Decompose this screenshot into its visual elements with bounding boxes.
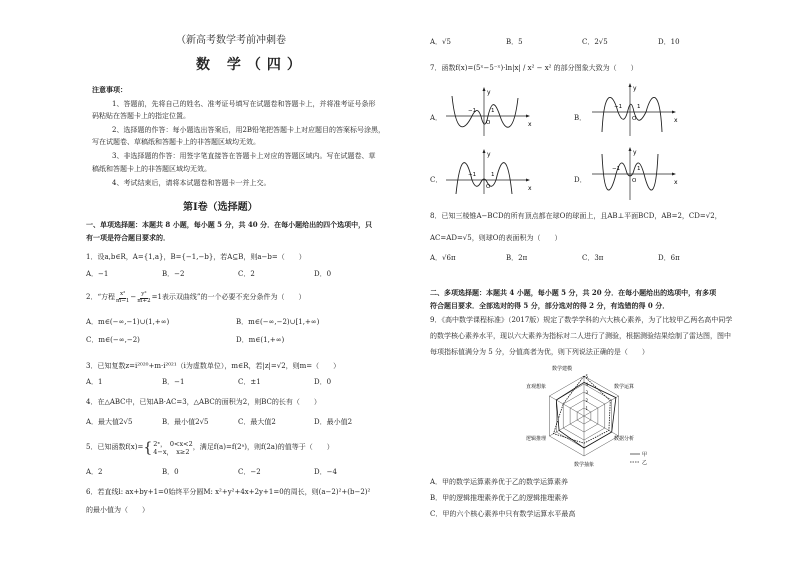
q7d-x-label: x [674,179,678,186]
q7d-origin: O [632,178,637,184]
notice-line-6: 稿纸和答题卡上的非答题区域均无效。 [92,165,211,173]
q7c-one: 1 [491,172,495,178]
q7b-origin: O [632,116,637,122]
q7-graph-a[interactable] [444,86,530,138]
notice-line-1: 1、答题前，先将自己的姓名、准考证号填写在试题卷和答题卡上，并将准考证号条形 [112,100,376,108]
q9-option-c[interactable]: C．甲的六个核心素养中只有数学运算水平最高 [430,510,576,518]
q9-stem-line-3: 每项指标值满分为 5 分，分值高者为优，则下列说法正确的是（ ） [430,348,649,356]
q7a-x-label: x [528,121,532,128]
notice-line-7: 4、考试结束后，请将本试题卷和答题卡一并上交。 [112,179,271,187]
q8-stem-line-2: AC=AD=√5，则球O的表面积为（ ） [430,234,562,242]
notice-line-3: 2、选择题的作答：每小题选出答案后，用2B铅笔把答题卡上对应题目的答案标号涂黑， [112,126,386,134]
q7b-y-label: y [633,85,637,92]
q9-option-a[interactable]: A．甲的数学运算素养优于乙的数学运算素养 [430,478,569,486]
q1-options [86,270,386,279]
q2-frac2-den: m+2 [137,297,151,304]
q3-stem: 3．已知复数z=i²⁰²⁰+m·i²⁰²¹（i为虚数单位），m∈R，若|z|=√2，则m=（ ） [86,362,341,370]
q7d-one: 1 [637,166,641,172]
radar-tick-label: 4 [585,382,589,387]
q7d-y-label: y [633,149,637,156]
q2-option-a[interactable]: A．m∈(−∞,−1)∪(1,+∞) [86,318,170,326]
radar-tick-label: 1 [585,406,589,411]
q9-stem-line-2: 的数学核心素养水平，现以六大素养为指标对二人进行了测验，根据测验结果绘制了雷达图，图中 [430,332,731,340]
radar-spoke [549,416,584,436]
q6-options [430,38,730,47]
q1-option-b[interactable]: B．−2 [162,270,185,278]
q5-option-c[interactable]: C．−2 [238,468,261,476]
q6-option-b[interactable]: B．5 [506,38,523,46]
q7c-y-label: y [487,151,491,158]
notices-heading: 注意事项： [92,85,127,94]
q4-option-b[interactable]: B．最小值2√5 [162,418,209,426]
q6-stem-line-1: 6．若直线l: ax+by+1=0始终平分圆M: x²+y²+4x+2y+1=0的周长，则(a−2)²+(b−2)² [86,488,371,496]
radar-label-bottom: 数学抽象 [573,462,595,468]
q4-option-d[interactable]: D．最小值2 [314,418,353,426]
radar-legend-yi: 乙 [642,460,648,466]
q7b-one: 1 [637,104,641,110]
q2-stem [86,292,305,304]
q8-option-a[interactable]: A．√6π [430,254,456,262]
radar-legend [630,451,647,466]
q7a-neg1: −1 [468,108,477,114]
q5-case-1: 2ˣ， 0<x<2 [153,440,193,448]
q1-option-c[interactable]: C．2 [238,270,255,278]
q3-option-a[interactable]: A．1 [86,378,103,386]
q5-brace: { [143,440,153,457]
subject-title: 数 学（四） [196,57,307,73]
q7c-neg1: −1 [468,172,477,178]
radar-label-lower-left: 逻辑推理 [526,436,547,442]
right-column [414,0,794,562]
q2-frac1-den: m−1 [116,297,130,304]
q7-label-d[interactable]: D． [574,176,587,184]
exam-title: （新高考数学考前冲刺卷 [176,35,286,46]
q5-option-a[interactable]: A．2 [86,468,103,476]
q2-option-c[interactable]: C．m∈(−∞,−2) [86,336,140,344]
q8-option-d[interactable]: D．6π [658,254,680,262]
q5-stem [86,440,334,456]
q7-graph-c[interactable] [444,148,530,196]
q7a-one: 1 [491,108,495,114]
q6-stem-line-2: 的最小值为（ ） [86,506,149,514]
q5-option-b[interactable]: B．0 [162,468,179,476]
q4-options [86,418,386,427]
radar-legend-jia: 甲 [642,452,648,458]
q8-options [430,254,730,263]
section2-line-2: 符合题目要求．全部选对的得 5 分，部分选对的得 2 分，有选错的得 0 分． [430,301,670,310]
q2-frac2-num: y² [141,291,147,297]
q5-options [86,468,386,477]
q2-option-d[interactable]: D．m∈(1,+∞) [236,336,285,344]
radar-label-lower-right: 数据分析 [614,436,635,442]
q3-options [86,378,386,387]
q2-stem-pre: 2．“方程 [86,293,116,302]
q5-stem-post: ，满足f(a)=f(2ᵃ)，则f(2a)的值等于（ ） [192,443,334,452]
part1-title: 第Ⅰ卷（选择题） [183,202,258,213]
q7b-neg1: −1 [614,104,623,110]
radar-label-top: 数学建模 [551,366,573,372]
q2-option-b[interactable]: B．m∈(−∞,−2)∪[1,+∞) [236,318,320,326]
q6-option-a[interactable]: A．√5 [430,38,451,46]
q9-option-b[interactable]: B．甲的逻辑推理素养优于乙的逻辑推理素养 [430,494,569,502]
radar-spoke [584,396,619,416]
q3-option-d[interactable]: D．0 [314,378,332,386]
q3-option-c[interactable]: C．±1 [238,378,261,386]
q7b-x-label: x [674,117,678,124]
q1-option-a[interactable]: A．−1 [86,270,109,278]
q4-stem: 4．在△ABC中，已知AB·AC=3，△ABC的面积为2，则BC的长有（ ） [86,398,321,406]
radar-tick-label: 3 [585,390,589,395]
q7-graph-d[interactable] [590,146,676,202]
q8-option-b[interactable]: B．2π [506,254,528,262]
q7-label-b[interactable]: B． [574,114,587,122]
q4-option-c[interactable]: C．最大值2 [238,418,276,426]
notice-line-4: 写在试题卷、草稿纸和答题卡上的非答题区域均无效。 [92,138,260,146]
left-column [0,0,386,562]
q4-option-a[interactable]: A．最大值2√5 [86,418,133,426]
q7c-origin: O [486,184,491,190]
q5-stem-pre: 5．已知函数f(x)= [86,443,144,452]
q9-stem-line-1: 9．《高中数学课程标准》（2017版）规定了数学学科的六大核心素养，为了比较甲乙两名高中同学 [430,316,733,324]
section2-line-1: 二、多项选择题：本题共 4 小题，每小题 5 分，共 20 分．在每小题给出的选项中，有多项 [430,288,717,297]
q8-stem-line-1: 8．已知三棱锥A−BCD的所有顶点都在球O的球面上，且AB⊥平面BCD，AB=2，CD=√2， [430,212,722,220]
q7-graph-b[interactable] [590,82,676,138]
q2-stem-post: =1表示双曲线”的一个必要不充分条件为（ ） [151,293,306,302]
notice-line-2: 码粘贴在答题卡上的指定位置。 [92,112,190,120]
radar-label-upper-left: 直观想象 [526,384,547,390]
q7-label-a[interactable]: A． [430,114,443,122]
q7-stem: 7．函数f(x)=(5ˣ−5⁻ˣ)·ln|x| / x² − x² 的部分图象大致为（ ） [430,64,638,72]
q3-option-b[interactable]: B．−1 [162,378,185,386]
radar-tick-label: 2 [585,398,589,403]
q6-option-d[interactable]: D．10 [658,38,680,46]
section1-line-2: 有一项是符合题目要求的． [86,233,170,242]
q7-label-c[interactable]: C． [430,176,443,184]
q2-fraction-2 [137,292,150,304]
q7a-y-label: y [487,89,491,96]
q2-minus: − [130,293,137,302]
section1-line-1: 一、单项选择题：本题共 8 小题，每小题 5 分，共 40 分．在每小题给出的四个选项中，只 [86,220,373,229]
q5-option-d[interactable]: D．−4 [314,468,337,476]
q6-option-c[interactable]: C．2√5 [582,38,608,46]
q2-frac1-num: x² [120,291,126,297]
notice-line-5: 3、非选择题的作答：用签字笔直接答在答题卡上对应的答题区域内。写在试题卷、草 [112,152,376,160]
q1-option-d[interactable]: D．0 [314,270,332,278]
q7a-origin: O [486,120,491,126]
q7d-neg1: −1 [612,166,621,172]
q5-case-2: 4−x， x≥2 [153,448,190,457]
radar-tick-label: 5 [585,374,589,379]
q9-radar-chart [522,360,662,472]
q2-fraction-1 [116,292,129,304]
q1-stem: 1．设a,b∈R，A={1,a}，B={−1,−b}，若A⊆B，则a−b=（ ） [86,253,306,261]
q8-option-c[interactable]: C．3π [582,254,604,262]
radar-label-upper-right: 数学运算 [614,384,635,390]
q5-cases [153,440,192,456]
q7c-x-label: x [528,185,532,192]
